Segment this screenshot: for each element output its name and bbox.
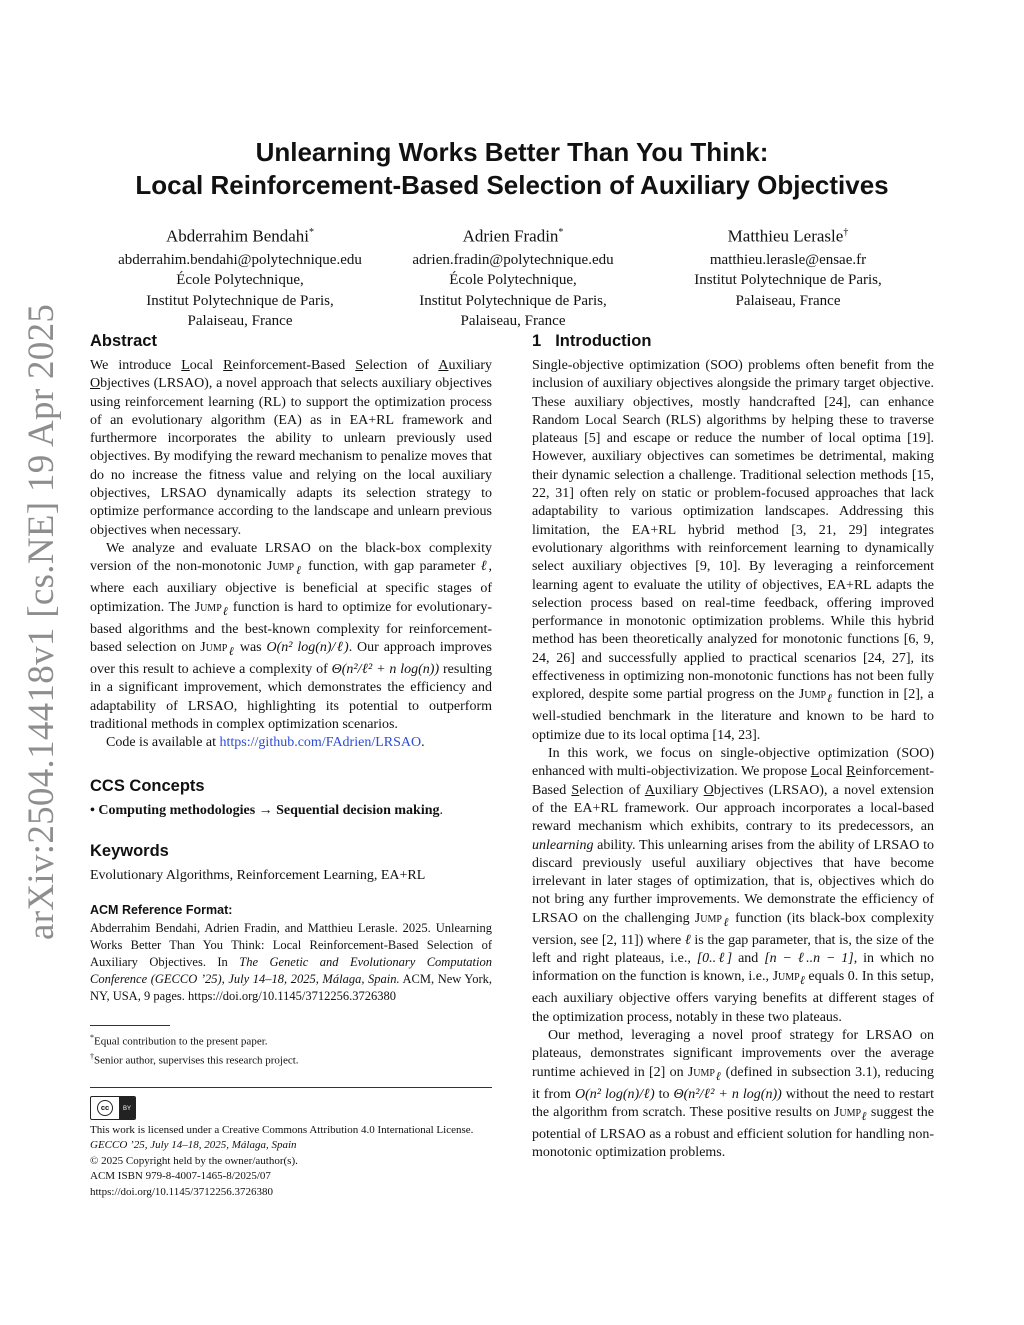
title-line-2: Local Reinforcement-Based Selection of Auxiliary Objectives	[135, 170, 889, 200]
by-icon: BY	[119, 1097, 135, 1119]
author-mark: *	[558, 227, 564, 238]
license-statement: This work is licensed under a Creative Commons Attribution 4.0 International License.	[90, 1123, 474, 1136]
footnote-divider	[90, 1025, 170, 1026]
author-email: adrien.fradin@polytechnique.edu	[412, 251, 614, 268]
author-affiliation: Institut Polytechnique de Paris,	[419, 292, 607, 309]
author-email: matthieu.lerasle@ensae.fr	[709, 251, 867, 268]
paper-title	[0, 136, 1024, 202]
abstract-paragraph-2: We analyze and evaluate LRSAO on the black-box complexity version of the non-monotonic Jump$_\ell$ function, with gap parameter ℓ, where each auxiliary objective is beneficial at specific stages of optimization. The Jump$_\ell$ function is hard to optimize for evolutionary-based algorithms and the best-known complexity for reinforcement-based selection on Jump$_\ell$ was O(n² log(n)/ℓ). Our approach improves over this result to achieve a complexity of Θ(n²/ℓ² + n log(n)) resulting in a significant improvement, which demonstrates the efficiency and adaptability of LRSAO, highlighting its potential to outperform traditional methods in complex optimization scenarios.	[90, 540, 492, 733]
author-name: Matthieu Lerasle†	[727, 226, 849, 246]
copyright-line: © 2025 Copyright held by the owner/author(s).	[90, 1154, 298, 1167]
keywords-heading: Keywords	[90, 841, 169, 860]
intro-paragraph-2: In this work, we focus on single-objective optimization (SOO) enhanced with multi-objectivization. We propose Local Reinforcement-Based Selection of Auxiliary Objectives (LRSAO), a novel extension of the EA+RL framework. Our approach incorporates a local-based reward mechanism which exhibits, contrary to its predecessors, an unlearning ability. This unlearning arises from the ability of LRSAO to discard previously useful auxiliary objectives that have become irrelevant in later stages of optimization, that is, objectives which do not bring any further improvements. We demonstrate the efficiency of LRSAO on the challenging Jump$_\ell$ function (its black-box complexity version, see [2, 11]) where ℓ is the gap parameter, that is, the size of the left and right plateaus, i.e., [0..ℓ] and [n − ℓ..n − 1], in which no information on the function is known, i.e., Jump$_\ell$ equals 0. In this setup, each auxiliary objective offers varying benefits at different stages of the optimization process, notably in these two plateaus.	[532, 746, 935, 1025]
author-mark: †	[843, 227, 849, 238]
ccs-concept: • Computing methodologies → Sequential decision making.	[90, 802, 444, 818]
abstract-paragraph-1: We introduce Local Reinforcement-Based Selection of Auxiliary Objectives (LRSAO), a novel approach that selects auxiliary objectives using reinforcement learning (RL) to support the optimization process of an evolutionary algorithm (EA) as in EA+RL framework and furthermore incorporates the ability to unlearn previously used objectives. By modifying the reward mechanism to penalize moves that do no increase the fitness value and relying on the local auxiliary objectives, LRSAO dynamically adapts its selection strategy to optimize performance according to the landscape and unlearn previous objectives when necessary.	[90, 358, 492, 538]
author-block-3	[652, 220, 924, 311]
ccs-heading: CCS Concepts	[90, 776, 205, 795]
acm-reference-text: Abderrahim Bendahi, Adrien Fradin, and Matthieu Lerasle. 2025. Unlearning Works Better Than You Think: Local Reinforcement-Based Selection of Auxiliary Objectives. In The Genetic and Evolutionary Computation Conference (GECCO ’25), July 14–18, 2025, Málaga, Spain. ACM, New York, NY, USA, 9 pages. https://doi.org/10.1145/3712256.3726380	[90, 920, 493, 1003]
intro-paragraph-1: Single-objective optimization (SOO) problems often benefit from the inclusion of auxiliary objectives alongside the primary target objective. These auxiliary objectives, mostly handcrafted [24], can enhance Random Local Search (RLS) algorithms by helping these to traverse plateaus [5] and escape or reduce the number of local optima [19]. However, auxiliary objectives can sometimes be detrimental, making their dynamic selection a challenge. Traditional selection methods [15, 22, 31] often rely on static or problem-focused approaches that lack adaptability to various optimization landscapes. Addressing this limitation, the EA+RL hybrid method [3, 21, 29] integrates evolutionary algorithms with reinforcement learning to dynamically select auxiliary objectives [9, 10]. By leveraging a reinforcement learning agent to evaluate the utility of objectives, EA+RL adapts the selection process based on real-time feedback, offering improved performance in monotonic optimization problems. While this hybrid method has been theoretically analyzed for monotonic functions [6, 9, 24, 26] and successfully applied to practical scenarios [24, 27], its effectiveness in optimizing non-monotonic functions has not been fully explored, despite some partial progress on the Jump$_\ell$ function in [2], a well-studied benchmark in the literature and known to be hard to optimize due to its local optima [14, 23].	[532, 358, 935, 743]
title-line-1: Unlearning Works Better Than You Think:	[255, 137, 769, 167]
author-affiliation: Palaiseau, France	[460, 313, 566, 330]
right-column	[532, 330, 934, 1163]
isbn-line: ACM ISBN 979-8-4007-1465-8/2025/07	[90, 1170, 271, 1183]
author-affiliation: Palaiseau, France	[735, 292, 841, 309]
doi-line: https://doi.org/10.1145/3712256.3726380	[90, 1185, 274, 1198]
intro-paragraph-3: Our method, leveraging a novel proof strategy for LRSAO on plateaus, demonstrates significant improvements over the average runtime achieved in [2] on Jump$_\ell$ (defined in subsection 3.1), reducing it from O(n² log(n)/ℓ) to Θ(n²/ℓ² + n log(n)) without the need to restart the algorithm from scratch. These positive results on Jump$_\ell$ suggest the potential of LRSAO as a robust and efficient solution for handling non-monotonic optimization problems.	[532, 1028, 935, 1161]
introduction-heading: 1 Introduction	[532, 332, 652, 350]
conference-line: GECCO ’25, July 14–18, 2025, Málaga, Spain	[90, 1139, 297, 1152]
author-affiliation: École Polytechnique,	[176, 272, 304, 289]
cc-icon: cc	[97, 1100, 113, 1116]
footnote-2: †Senior author, supervises this research project.	[90, 1052, 299, 1067]
cc-by-license-icon	[90, 1096, 136, 1120]
author-affiliation: Institut Polytechnique de Paris,	[146, 292, 334, 309]
arxiv-identifier: arXiv:2504.14418v1 [cs.NE] 19 Apr 2025	[21, 303, 62, 940]
author-name: Adrien Fradin*	[462, 226, 564, 246]
left-column	[90, 330, 492, 1200]
author-affiliation: École Polytechnique,	[449, 272, 577, 289]
code-availability: Code is available at https://github.com/FAdrien/LRSAO.	[106, 735, 425, 751]
abstract-heading: Abstract	[90, 332, 157, 350]
author-name: Abderrahim Bendahi*	[165, 226, 315, 246]
author-mark: *	[309, 227, 315, 238]
author-email: abderrahim.bendahi@polytechnique.edu	[118, 251, 362, 268]
github-link[interactable]: https://github.com/FAdrien/LRSAO	[219, 735, 422, 751]
footnote-1: *Equal contribution to the present paper.	[90, 1032, 268, 1048]
author-affiliation: Institut Polytechnique de Paris,	[694, 272, 882, 289]
author-block-2	[378, 220, 648, 332]
author-affiliation: Palaiseau, France	[187, 313, 293, 330]
license-divider	[90, 1087, 492, 1088]
acm-reference-heading: ACM Reference Format:	[90, 903, 233, 918]
author-block-1	[95, 220, 385, 332]
keywords-text: Evolutionary Algorithms, Reinforcement Learning, EA+RL	[90, 867, 426, 883]
